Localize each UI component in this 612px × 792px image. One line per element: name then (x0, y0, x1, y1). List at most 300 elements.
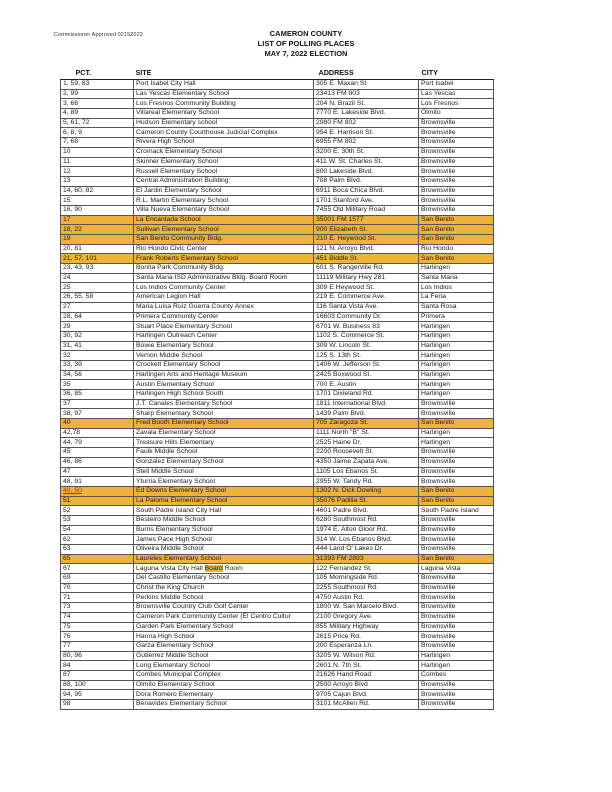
address-cell: 2200 Roosevelt St. (314, 448, 419, 458)
table-row (61, 312, 494, 322)
table-row (61, 390, 494, 400)
city-cell: Brownsville (419, 632, 494, 642)
site-cell: Long Elementary School (134, 661, 314, 671)
address-cell: 1111 North "B" St. (314, 428, 419, 438)
address-cell: 4601 Padre Blvd. (314, 506, 419, 516)
table-row (61, 448, 494, 458)
address-cell: 2980 FM 802 (314, 118, 419, 128)
city-cell: Brownsville (419, 680, 494, 690)
table-row (61, 109, 494, 119)
site-cell: Rivera High School (134, 138, 314, 148)
pct-cell: 88, 100 (61, 680, 134, 690)
address-cell: 708 Palm Blvd. (314, 176, 419, 186)
address-cell: 35001 FM 1577 (314, 215, 419, 225)
city-cell: Brownsville (419, 138, 494, 148)
table-row (61, 651, 494, 661)
city-cell: Brownsville (419, 603, 494, 613)
pct-cell: 5, 61, 72 (61, 118, 134, 128)
table-row (61, 138, 494, 148)
site-cell: Garden Park Elementary School (134, 622, 314, 632)
city-cell: Brownsville (419, 622, 494, 632)
pct-cell: 70 (61, 583, 134, 593)
city-cell: Harlingen (419, 341, 494, 351)
city-cell: Brownsville (419, 157, 494, 167)
address-cell: 2615 Price Rd. (314, 632, 419, 642)
site-cell: Frank Roberts Elementary School (134, 254, 314, 264)
site-cell: Hudson Elementary school (134, 118, 314, 128)
address-cell: 4350 Jaime Zapata Ave. (314, 457, 419, 467)
address-cell: 705 Zaragoza St. (314, 419, 419, 429)
site-cell: Harlingen Outreach Center (134, 331, 314, 341)
city-cell: Brownsville (419, 583, 494, 593)
table-row (61, 302, 494, 312)
table-row (61, 515, 494, 525)
address-cell: 9705 Cajun Blvd. (314, 690, 419, 700)
site-cell: Harlingen Arts and Heritage Museum (134, 370, 314, 380)
city-cell: Harlingen (419, 438, 494, 448)
site-cell: Yturria Elementary School (134, 477, 314, 487)
site-cell: Villa Nueva Elementary School (134, 205, 314, 215)
address-cell: 1800 W. San Marcelo Blvd. (314, 603, 419, 613)
pct-cell: 4, 89 (61, 109, 134, 119)
site-cell: Hanna High School (134, 632, 314, 642)
table-row (61, 380, 494, 390)
header-pct: PCT. (61, 68, 134, 80)
table-row (61, 438, 494, 448)
pct-cell: 18, 22 (61, 225, 134, 235)
site-cell: Sharp Elementary School (134, 409, 314, 419)
city-cell: Harlingen (419, 390, 494, 400)
address-cell: 35076 Padilla St. (314, 496, 419, 506)
table-row (61, 360, 494, 370)
pct-cell: 12 (61, 167, 134, 177)
address-cell: 900 Elizabeth St. (314, 225, 419, 235)
table-row (61, 205, 494, 215)
city-cell: Brownsville (419, 409, 494, 419)
table-row (61, 244, 494, 254)
city-cell: Brownsville (419, 593, 494, 603)
address-cell: 1439 Palm Blvd. (314, 409, 419, 419)
pct-cell: 44, 79 (61, 438, 134, 448)
site-cell: Combes Municipal Complex (134, 670, 314, 680)
city-cell: San Benito (419, 419, 494, 429)
address-cell: 3101 McAllen Rd. (314, 700, 419, 710)
pct-cell: 23, 43, 93 (61, 264, 134, 274)
site-cell: Faulk Middle School (134, 448, 314, 458)
city-cell: Brownsville (419, 467, 494, 477)
address-cell: 1701 Stanford Ave. (314, 196, 419, 206)
table-row (61, 331, 494, 341)
table-row (61, 583, 494, 593)
pct-cell: 38, 97 (61, 409, 134, 419)
address-cell: 121 N. Arroyo Blvd. (314, 244, 419, 254)
site-cell: Laguna Vista City Hall Board Room (134, 564, 314, 574)
pct-cell: 37 (61, 399, 134, 409)
address-cell: 1105 Los Ebanos St. (314, 467, 419, 477)
site-cell: Las Yescas Elementary School (134, 89, 314, 99)
city-cell: San Benito (419, 215, 494, 225)
city-cell: Harlingen (419, 264, 494, 274)
site-cell: Del Castillo Elementary School (134, 574, 314, 584)
pct-cell: 51 (61, 496, 134, 506)
table-row (61, 690, 494, 700)
pct-cell: 69 (61, 574, 134, 584)
city-cell: Brownsville (419, 176, 494, 186)
site-cell: Bowie Elementary School (134, 341, 314, 351)
site-cell: Austin Elementary School (134, 380, 314, 390)
address-cell: 2955 W. Tandy Rd. (314, 477, 419, 487)
city-cell: Brownsville (419, 167, 494, 177)
pct-cell: 94, 95 (61, 690, 134, 700)
city-cell: Port Isabel (419, 80, 494, 90)
city-cell: Brownsville (419, 196, 494, 206)
address-cell: 3205 W. Wilson Rd. (314, 651, 419, 661)
table-row (61, 370, 494, 380)
pct-cell: 42,78 (61, 428, 134, 438)
pct-cell: 19 (61, 235, 134, 245)
pct-cell: 77 (61, 641, 134, 651)
table-row (61, 351, 494, 361)
table-row (61, 457, 494, 467)
pct-cell: 76 (61, 632, 134, 642)
address-cell: 954 E. Harrison St. (314, 128, 419, 138)
pct-cell: 80, 96 (61, 651, 134, 661)
site-cell: Los Fresnos Community Building (134, 99, 314, 109)
city-cell: Brownsville (419, 641, 494, 651)
table-row (61, 264, 494, 274)
address-cell: 411 W. St. Charles St. (314, 157, 419, 167)
city-cell: La Feria (419, 293, 494, 303)
pct-cell: 16, 90 (61, 205, 134, 215)
table-row (61, 128, 494, 138)
site-cell: Bonita Park Community Bldg. (134, 264, 314, 274)
address-cell: 309 W. Lincoln St. (314, 341, 419, 351)
table-row (61, 680, 494, 690)
address-cell: 2525 Haine Dr. (314, 438, 419, 448)
pct-cell: 52 (61, 506, 134, 516)
address-cell: 6701 W. Business 83 (314, 322, 419, 332)
site-cell: Garza Elementary School (134, 641, 314, 651)
table-row (61, 419, 494, 429)
table-row (61, 661, 494, 671)
table-row (61, 157, 494, 167)
address-cell: 1302 N. Dick Dowling (314, 486, 419, 496)
site-cell: Primera Community Center (134, 312, 314, 322)
table-row (61, 399, 494, 409)
pct-cell: 13 (61, 176, 134, 186)
table-row (61, 254, 494, 264)
pct-cell: 28, 64 (61, 312, 134, 322)
table-row (61, 147, 494, 157)
city-cell: Brownsville (419, 128, 494, 138)
pct-cell: 17 (61, 215, 134, 225)
table-row (61, 167, 494, 177)
pct-cell: 54 (61, 525, 134, 535)
site-cell: Rio Hondo Civic Center (134, 244, 314, 254)
city-cell: Brownsville (419, 535, 494, 545)
site-cell: Harlingen High School South (134, 390, 314, 400)
address-cell: 122 Fernandez St. (314, 564, 419, 574)
city-cell: Harlingen (419, 651, 494, 661)
pct-cell: 25 (61, 283, 134, 293)
site-cell: Los Indios Community Center (134, 283, 314, 293)
address-cell: 305 E. Maxan St (314, 80, 419, 90)
address-cell: 451 Biddle St. (314, 254, 419, 264)
header-address: ADDRESS (314, 68, 419, 80)
city-cell: Brownsville (419, 525, 494, 535)
title-subject: LIST OF POLLING PLACES (257, 39, 355, 48)
table-row (61, 176, 494, 186)
city-cell: San Benito (419, 496, 494, 506)
city-cell: Las Yescas (419, 89, 494, 99)
address-cell: 4750 Austin Rd. (314, 593, 419, 603)
site-cell: Sullivan Elementary School (134, 225, 314, 235)
pct-cell: 33, 39 (61, 360, 134, 370)
city-cell: San Benito (419, 254, 494, 264)
site-cell: Perkins Middle School (134, 593, 314, 603)
city-cell: San Benito (419, 225, 494, 235)
address-cell: 1811 International Blvd. (314, 399, 419, 409)
table-row (61, 535, 494, 545)
site-cell: Oliveira Middle School (134, 545, 314, 555)
site-cell: La Encantada School (134, 215, 314, 225)
pct-cell: 47 (61, 467, 134, 477)
pct-cell: 20, 81 (61, 244, 134, 254)
site-cell: Port Isabel City Hall (134, 80, 314, 90)
site-cell: Cameron Park Community Center (El Centro Cultur (134, 612, 314, 622)
table-row (61, 506, 494, 516)
city-cell: Brownsville (419, 574, 494, 584)
table-row (61, 80, 494, 90)
pct-cell: 6, 8, 9 (61, 128, 134, 138)
pct-cell: 98 (61, 700, 134, 710)
address-cell: 2601 N. 7th St. (314, 661, 419, 671)
address-cell: 2100 Gregory Ave. (314, 612, 419, 622)
city-cell: Rio Hondo (419, 244, 494, 254)
city-cell: Brownsville (419, 690, 494, 700)
site-cell: Gutierrez Middle School (134, 651, 314, 661)
table-row (61, 225, 494, 235)
site-cell: Gonzalez Elementary School (134, 457, 314, 467)
table-row (61, 593, 494, 603)
address-cell: 601 S. Rangerville Rd. (314, 264, 419, 274)
address-cell: 700 E. Austin (314, 380, 419, 390)
address-cell: 1406 W. Jefferson St. (314, 360, 419, 370)
pct-cell: 11 (61, 157, 134, 167)
city-cell: Harlingen (419, 322, 494, 332)
city-cell: Harlingen (419, 351, 494, 361)
city-cell: Brownsville (419, 545, 494, 555)
pct-cell: 34, 56 (61, 370, 134, 380)
pct-cell: 46, 86 (61, 457, 134, 467)
pct-cell: 31, 41 (61, 341, 134, 351)
polling-table-body (61, 80, 494, 710)
pct-cell: 21, 57, 101 (61, 254, 134, 264)
city-cell: San Benito (419, 235, 494, 245)
city-cell: Brownsville (419, 205, 494, 215)
address-cell: 7455 Old Military Road (314, 205, 419, 215)
table-row (61, 186, 494, 196)
table-header (61, 68, 494, 80)
table-row (61, 486, 494, 496)
site-cell: Central Administration Building (134, 176, 314, 186)
city-cell: San Benito (419, 486, 494, 496)
pct-cell: 75 (61, 622, 134, 632)
site-cell: Cameron County Courthouse Judicial Complex (134, 128, 314, 138)
site-cell: J.T. Canales Elementary School (134, 399, 314, 409)
address-cell: 2255 Southmost Rd. (314, 583, 419, 593)
address-cell: 219 E. Commerce Ave. (314, 293, 419, 303)
site-cell: Ed Downs Elementary School (134, 486, 314, 496)
address-cell: 7770 E. Lakeside Blvd. (314, 109, 419, 119)
pct-cell: 71 (61, 593, 134, 603)
site-cell: Skinner Elementary School (134, 157, 314, 167)
site-cell: Besteiro Middle School (134, 515, 314, 525)
pct-cell: 63 (61, 545, 134, 555)
pct-cell: 27 (61, 302, 134, 312)
highlighted-word: Board (204, 564, 223, 572)
table-row (61, 525, 494, 535)
address-cell: 204 N. Brazil St. (314, 99, 419, 109)
approval-note: Commissioner Approved 02152022 (54, 32, 143, 38)
table-row (61, 700, 494, 710)
city-cell: Brownsville (419, 477, 494, 487)
site-cell: James Pace High School (134, 535, 314, 545)
pct-cell: 45 (61, 448, 134, 458)
address-cell: 2425 Boxwood St. (314, 370, 419, 380)
pct-cell: 7, 68 (61, 138, 134, 148)
site-cell: Russell Elementary School (134, 167, 314, 177)
table-row (61, 554, 494, 564)
pct-cell: 67 (61, 564, 134, 574)
site-cell: La Paloma Elementary School (134, 496, 314, 506)
address-cell: 31393 FM 2893 (314, 554, 419, 564)
pct-cell: 40 (61, 419, 134, 429)
pct-cell: 29 (61, 322, 134, 332)
address-cell: 23413 FM 803 (314, 89, 419, 99)
city-cell: Brownsville (419, 612, 494, 622)
pct-cell: 30, 92 (61, 331, 134, 341)
site-cell: Brownsville Country Club Golf Center (134, 603, 314, 613)
city-cell: South Padre Island (419, 506, 494, 516)
table-row (61, 235, 494, 245)
address-cell: 16603 Community Dr. (314, 312, 419, 322)
document-title-block (0, 29, 612, 59)
address-cell: 855 Military Highway (314, 622, 419, 632)
address-cell: 11119 Military Hwy 281 (314, 273, 419, 283)
pct-cell: 36, 85 (61, 390, 134, 400)
city-cell: Los Indios (419, 283, 494, 293)
address-cell: 1701 Dixieland Rd. (314, 390, 419, 400)
address-cell: 3200 E. 30th St. (314, 147, 419, 157)
pct-cell: 74 (61, 612, 134, 622)
site-cell: Zavala Elementary School (134, 428, 314, 438)
table-row (61, 603, 494, 613)
table-row (61, 477, 494, 487)
table-row (61, 612, 494, 622)
city-cell: Harlingen (419, 331, 494, 341)
pct-cell: 32 (61, 351, 134, 361)
table-row (61, 215, 494, 225)
table-row (61, 496, 494, 506)
city-cell: Harlingen (419, 661, 494, 671)
site-cell: Laureles Elementary School (134, 554, 314, 564)
table-row (61, 545, 494, 555)
address-cell: 210 E. Heywood St. (314, 235, 419, 245)
table-row (61, 622, 494, 632)
site-cell: Burns Elementary School (134, 525, 314, 535)
table-row (61, 89, 494, 99)
pct-cell: 62 (61, 535, 134, 545)
city-cell: Harlingen (419, 360, 494, 370)
city-cell: Olmito (419, 109, 494, 119)
site-cell: American Legion Hall (134, 293, 314, 303)
address-cell: 2500 Arroyo Blvd (314, 680, 419, 690)
site-cell: Treasure Hills Elementary (134, 438, 314, 448)
site-cell: Dora Romero Elementary (134, 690, 314, 700)
table-row (61, 322, 494, 332)
site-cell: Christ the King Church (134, 583, 314, 593)
site-cell: Maria Luisa Ruiz Guerra County Annex (134, 302, 314, 312)
polling-places-table (60, 68, 494, 710)
city-cell: Brownsville (419, 448, 494, 458)
city-cell: Primera (419, 312, 494, 322)
pct-cell: 87 (61, 670, 134, 680)
city-cell: Brownsville (419, 147, 494, 157)
city-cell: Harlingen (419, 380, 494, 390)
city-cell: Brownsville (419, 700, 494, 710)
site-cell: South Padre Island City Hall (134, 506, 314, 516)
pct-cell: 35 (61, 380, 134, 390)
city-cell: Harlingen (419, 370, 494, 380)
pct-cell: 24 (61, 273, 134, 283)
city-cell: Brownsville (419, 186, 494, 196)
pct-cell: 26, 55, 58 (61, 293, 134, 303)
site-cell: Cromack Elementary School (134, 147, 314, 157)
site-cell: Santa Maria ISD Administrative Bldg. Board Room (134, 273, 314, 283)
site-cell: Villareal Elementary School (134, 109, 314, 119)
table-row (61, 409, 494, 419)
site-cell: Benavides Elementary School (134, 700, 314, 710)
table-row (61, 99, 494, 109)
pct-cell: 15 (61, 196, 134, 206)
site-cell: R.L. Martin Elementary School (134, 196, 314, 206)
site-cell: Stuart Place Elementary School (134, 322, 314, 332)
pct-cell: 73 (61, 603, 134, 613)
table-row (61, 341, 494, 351)
city-cell: Brownsville (419, 457, 494, 467)
address-cell: 800 Lakeside Blvd. (314, 167, 419, 177)
header-city: CITY (419, 68, 494, 80)
address-cell: 125 S. 13th St. (314, 351, 419, 361)
site-cell: Vernon Middle School (134, 351, 314, 361)
city-cell: Santa Maria (419, 273, 494, 283)
table-row (61, 273, 494, 283)
address-cell: 105 Morningside Rd. (314, 574, 419, 584)
site-cell: Olmito Elementary School (134, 680, 314, 690)
address-cell: 6911 Boca Chica Blvd. (314, 186, 419, 196)
table-row (61, 670, 494, 680)
pct-cell: 3, 66 (61, 99, 134, 109)
city-cell: Brownsville (419, 118, 494, 128)
title-election-date: MAY 7, 2022 ELECTION (264, 49, 348, 58)
pct-cell: 14, 60, 82 (61, 186, 134, 196)
city-cell: Brownsville (419, 515, 494, 525)
pct-cell: 49, 50 (61, 486, 134, 496)
city-cell: Los Fresnos (419, 99, 494, 109)
site-cell: San Benito Community Bldg. (134, 235, 314, 245)
address-cell: 200 Esperanza Ln. (314, 641, 419, 651)
